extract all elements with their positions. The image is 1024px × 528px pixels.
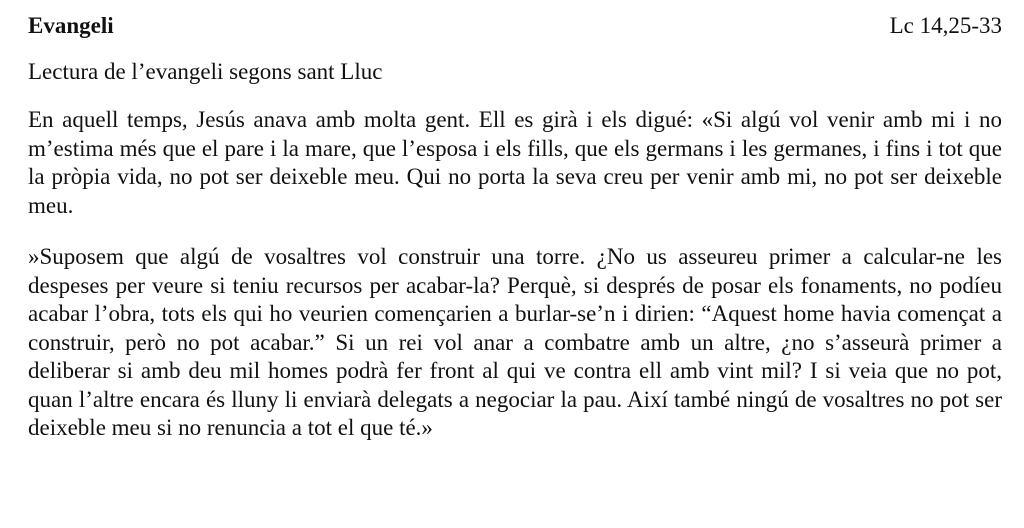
reading-header	[28, 8, 1002, 44]
reading-page	[28, 8, 1002, 466]
reading-subtitle: Lectura de l’evangeli segons sant Lluc	[28, 59, 383, 84]
bible-reference: Lc 14,25-33	[889, 13, 1002, 38]
paragraph-1: En aquell temps, Jesús anava amb molta gent. Ell es girà i els digué: «Si algú vol venir amb mi i no m’estima més que el pare i la mare, que l’esposa i els fills, que els germans i les germanes, i fins i tot que la pròpia vida, no pot ser deixeble meu. Qui no porta la seva creu per venir amb mi, no pot ser deixeble meu.	[28, 107, 1002, 218]
paragraph-2: »Suposem que algú de vosaltres vol construir una torre. ¿No us asseureu primer a calcular-ne les despeses per veure si teniu recursos per acabar-la? Perquè, si després de posar els fonaments, no podíeu acabar l’obra, tots els qui ho veurien començarien a burlar-se’n i dirien: “Aquest home havia començat a construir, però no pot acabar.” Si un rei vol anar a combatre amb un altre, ¿no s’asseurà primer a deliberar si amb deu mil homes podrà fer front al qui ve contra ell amb vint mil? I si veia que no pot, quan l’altre encara és lluny li enviarà delegats a negociar la pau. Així també ningú de vosaltres no pot ser deixeble meu si no renuncia a tot el que té.»	[28, 244, 1002, 440]
section-heading: Evangeli	[28, 13, 114, 38]
